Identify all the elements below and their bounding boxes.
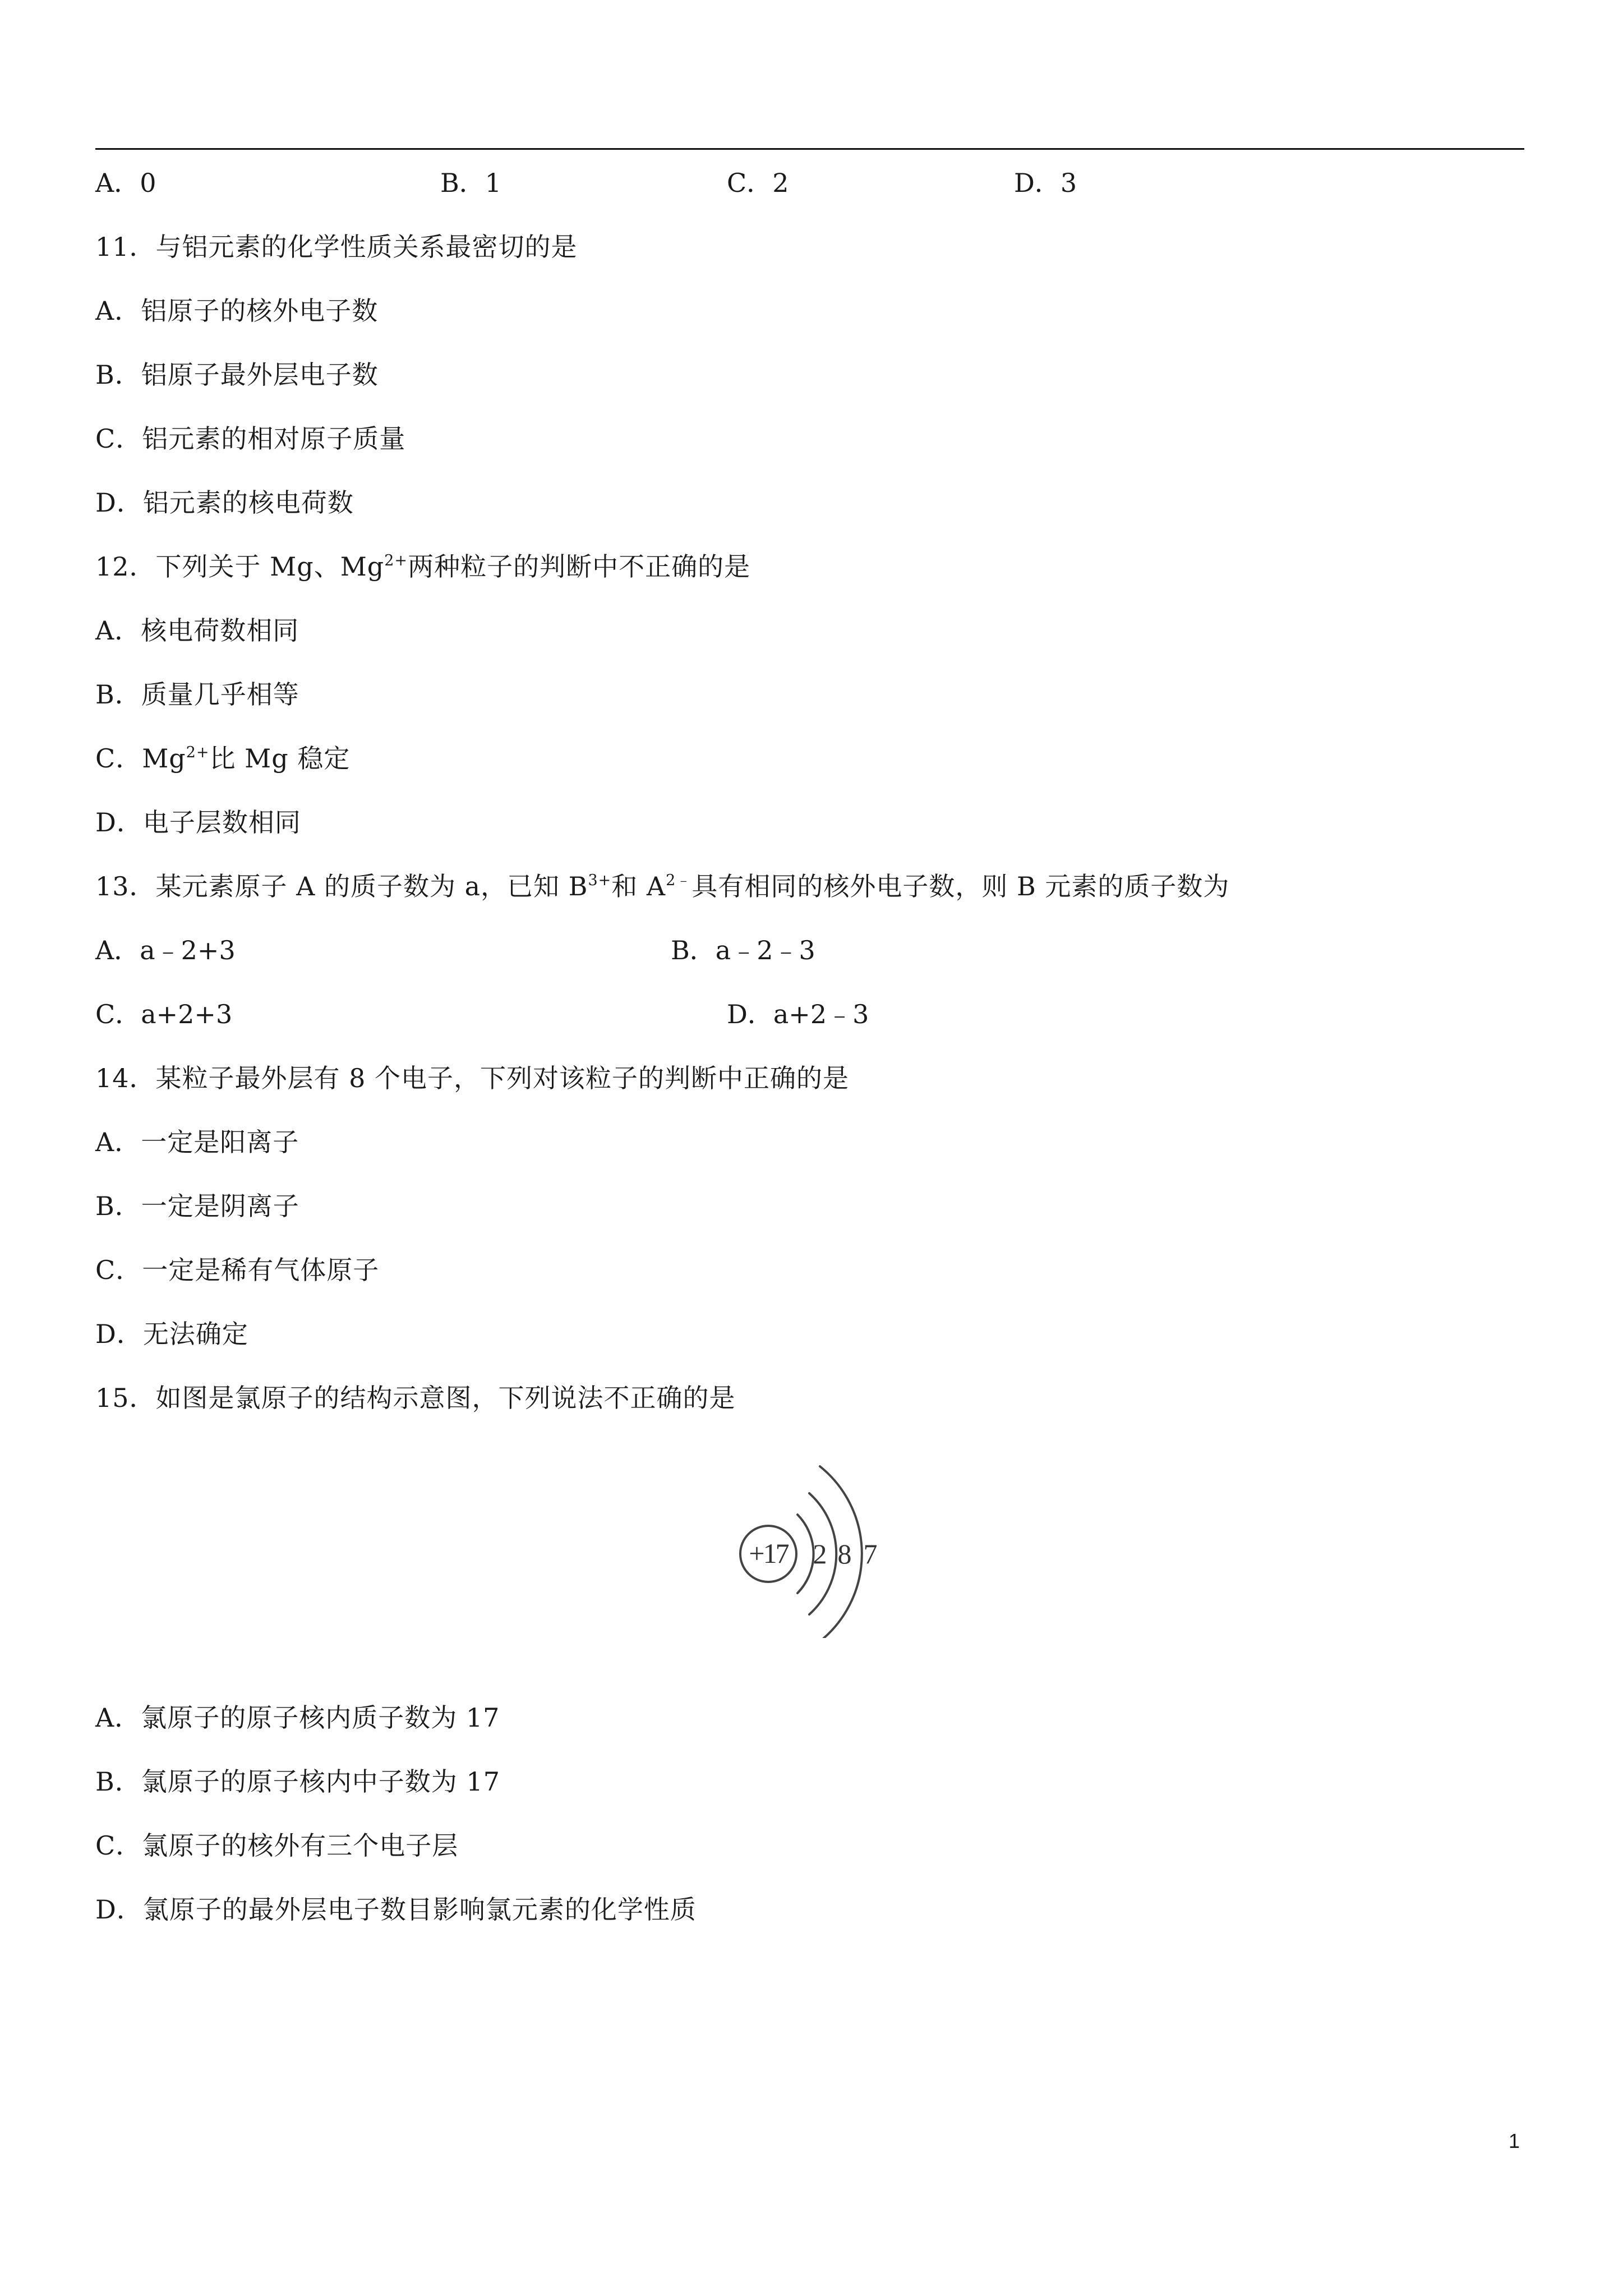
q14-option-c: C．一定是稀有气体原子 <box>95 1255 380 1285</box>
shell-3-electrons: 7 <box>863 1538 878 1570</box>
q12-option-a: A．核电荷数相同 <box>95 615 299 646</box>
q12-option-d: D．电子层数相同 <box>95 807 301 838</box>
q11-option-a: A．铝原子的核外电子数 <box>95 296 379 326</box>
q14-option-d: D．无法确定 <box>95 1319 248 1349</box>
q10-option-c: C．2 <box>727 168 789 198</box>
q13-option-d: D．a+2﹣3 <box>727 999 869 1029</box>
q12-option-b: B．质量几乎相等 <box>95 679 299 710</box>
q11-option-d: D．铝元素的核电荷数 <box>95 487 354 518</box>
q13-option-a: A．a﹣2+3 <box>95 935 236 965</box>
q13-stem: 13．某元素原子 A 的质子数为 a，已知 $B^{3+}$和 $A^{2﹣}$具有相同的核外电子数，则 B 元素的质子数为 <box>95 871 1230 901</box>
page-number: 1 <box>1509 2129 1520 2152</box>
chlorine-atom-structure-diagram <box>729 1447 897 1638</box>
q13-option-b: B．a﹣2﹣3 <box>671 935 815 965</box>
q14-stem: 14．某粒子最外层有 8 个电子，下列对该粒子的判断中正确的是 <box>95 1063 850 1093</box>
q15-option-c: C．氯原子的核外有三个电子层 <box>95 1830 459 1861</box>
q15-option-b: B．氯原子的原子核内中子数为 17 <box>95 1766 500 1797</box>
q11-stem: 11．与铝元素的化学性质关系最密切的是 <box>95 232 578 262</box>
q11-option-c: C．铝元素的相对原子质量 <box>95 424 406 454</box>
q15-option-a: A．氯原子的原子核内质子数为 17 <box>95 1703 500 1733</box>
q11-option-b: B．铝原子最外层电子数 <box>95 360 379 390</box>
shell-2-electrons: 8 <box>837 1538 852 1570</box>
header-rule <box>95 148 1524 150</box>
q12-option-c: C．$Mg^{2+}$比 Mg 稳定 <box>95 743 351 774</box>
q15-option-d: D．氯原子的最外层电子数目影响氯元素的化学性质 <box>95 1894 697 1925</box>
q13-option-c: C．a+2+3 <box>95 999 233 1029</box>
q14-option-b: B．一定是阴离子 <box>95 1191 299 1221</box>
q14-option-a: A．一定是阳离子 <box>95 1127 299 1157</box>
shell-arc-1 <box>797 1515 814 1593</box>
nucleus-charge: +17 <box>749 1538 788 1569</box>
q15-stem: 15．如图是氯原子的结构示意图，下列说法不正确的是 <box>95 1383 736 1413</box>
q12-stem: 12．下列关于 Mg、$Mg^{2+}$两种粒子的判断中不正确的是 <box>95 551 751 582</box>
shell-1-electrons: 2 <box>813 1538 827 1570</box>
q10-option-a: A．0 <box>95 168 156 198</box>
q10-option-d: D．3 <box>1014 168 1077 198</box>
q10-option-b: B．1 <box>440 168 502 198</box>
